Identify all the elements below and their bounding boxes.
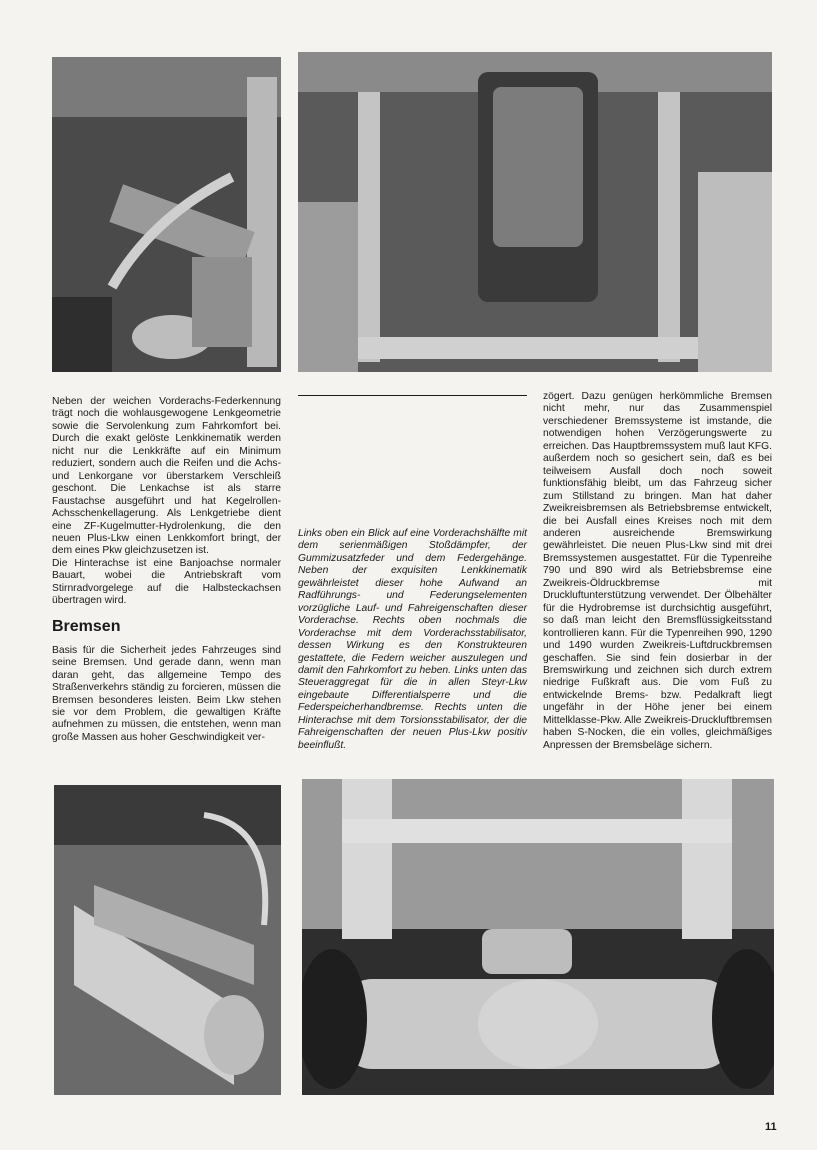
paragraph: zögert. Dazu genügen herkömmliche Bremsen nicht mehr, nur das Zusammenspiel verschiedener Bremssysteme ist imstande, die notwendigen hohen Verzögerungswerte zu erreichen. Das Hauptbremssystem muß laut KFG. außerdem noch so gesichert sein, daß es bei teilweisem Ausfall doch noch soweit funktionsfähig bleibt, um das Fahrzeug sicher zum Stillstand zu bringen. Man hat daher Zweikreisbremsen als Betriebsbremse entwickelt, die bei Ausfall eines Kreises noch mit dem anderen ausreichende Bremswirkung gewährleistet. Die neuen Plus-Lkw sind mit drei Bremssystemen ausgestattet. Für die Typenreihe 790 und 890 wird als Betriebsbremse eine Zweikreis-Öldruckbremse mit Druckluftunterstützung verwendet. Der Ölbehälter für die Hydrobremse ist durchsichtig ausgeführt, so daß man leicht den Bremsflüssigkeitsstand kontrollieren kann. Für die Typenreihen 990, 1290 und 1490 wurden Zweikreis-Luftdruckbremsen geschaffen. Sie sind fein dosierbar in der Bremswirkung und zeichnen sich durch extrem niedrige Fußkraft aus. Die vom Fuß zu entwickelnde Brems- bzw. Pedalkraft liegt ungefähr in der Höhe jener bei einem Mittelklasse-Pkw. Alle Zweikreis-Druckluftbremsen haben S-Nocken, die ein volles, gleichmäßiges Anpressen der Bremsbeläge sichern. [543,391,772,751]
paragraph: Neben der weichen Vorderachs-Federkennung trägt noch die wohlausgewogene Lenkgeometrie sowie die Servolenkung zum Fahrkomfort bei. Durch die exakt gelöste Lenkkinematik werden nicht nur die Lenkkräfte auf ein Minimum reduziert, sondern auch die Reifen und die Achs- und Lenkorgane vor überstarkem Verschleiß geschont. Die Lenkachse ist als starre Faustachse ausgeführt und hat Kegelrollen-Achsschenkellagerung. Als Lenkgetriebe dient eine ZF-Kugelmutter-Hydrolenkung, die den neuen Plus-Lkw einen Lenkkomfort bringt, der dem eines Pkw gleichzusetzen ist. [52,396,281,557]
page-number: 11 [765,1121,777,1133]
photo-caption: Links oben ein Blick auf eine Vorderachshälfte mit dem serienmäßigen Stoßdämpfer, der Gummizusatzfeder und dem Federgehänge. Neben der exquisiten Lenkkinematik gewährleistet dieser hohe Aufwand an Radführungs- und Federungselementen vorzügliche Lauf- und Fahreigenschaften dieser Vorderachse. Rechts oben nochmals die Vorderachse mit dem Vorderachsstabilisator, dessen Wirkung es den Konstrukteuren gestattete, die Federn weicher auszulegen und damit den Fahrkomfort zu heben. Links unten das Steueraggregat für die in allen Steyr-Lkw eingebaute Differentialsperre und die Federspeicherhandbremse. Rechts unten die Hinterachse mit dem Torsionsstabilisator, der die Fahreigenschaften der neuen Plus-Lkw positiv beeinflußt. [298,528,527,751]
text-column-right [543,391,772,752]
photo-top-right [298,52,772,372]
photo-top-left [52,57,281,372]
caption-rule [298,395,527,396]
photo-bottom-right [302,779,774,1095]
photo-bottom-left [54,785,281,1095]
section-heading: Bremsen [52,617,121,635]
paragraph: Basis für die Sicherheit jedes Fahrzeuges sind seine Bremsen. Und gerade dann, wenn man daran geht, das allgemeine Tempo des Straßenverkehrs ständig zu forcieren, müssen die Bremsen besonderes leisten. Beim Lkw stehen sie vor dem Problem, die gewaltigen Kräfte aufnehmen zu müssen, die entstehen, wenn man große Massen aus hoher Geschwindigkeit ver- [52,644,281,743]
paragraph: Die Hinterachse ist eine Banjoachse normaler Bauart, wobei die Antriebskraft vom Stirnradvorgelege auf die Halbsteckachsen übertragen wird. [52,557,281,607]
text-column-left [52,396,281,744]
